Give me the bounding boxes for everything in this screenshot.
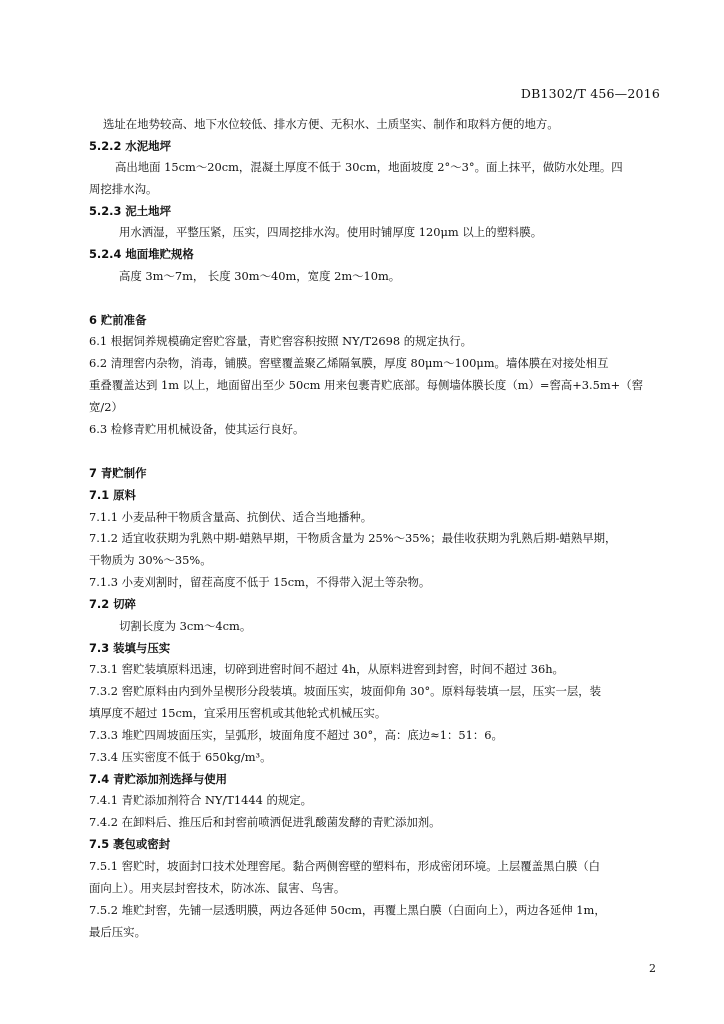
paragraph-line: 高出地面 15cm～20cm，混凝土厚度不低于 30cm，地面坡度 2°～3°。面上抹平，做防水处理。四 (115, 160, 623, 174)
section-heading: 7.3 装填与压实 (89, 641, 171, 655)
paragraph-line: 面向上）。用夹层封窖技术，防冰冻、鼠害、鸟害。 (89, 881, 346, 895)
section-heading: 5.2.2 水泥地坪 (89, 139, 171, 153)
section-heading: 5.2.4 地面堆贮规格 (89, 247, 194, 261)
paragraph-line: 7.1.2 适宜收获期为乳熟中期-蜡熟早期，干物质含量为 25%～35%；最佳收获期为乳熟后期-蜡熟早期， (89, 531, 617, 545)
paragraph-line: 7.1.1 小麦品种干物质含量高、抗倒伏、适合当地播种。 (89, 510, 373, 524)
paragraph-line: 6.3 检修青贮用机械设备，使其运行良好。 (89, 422, 305, 436)
paragraph-line: 7.4.1 青贮添加剂符合 NY/T1444 的规定。 (89, 793, 313, 807)
paragraph-line: 6.2 清理窖内杂物，消毒，铺膜。窖壁覆盖聚乙烯隔氧膜，厚度 80μm～100μm。墙体膜在对接处相互 (89, 356, 609, 370)
section-heading: 7.2 切碎 (89, 597, 136, 611)
section-heading: 7.5 裹包或密封 (89, 837, 171, 851)
paragraph-line: 7.4.2 在卸料后、推压后和封窖前喷洒促进乳酸菌发酵的青贮添加剂。 (89, 815, 441, 829)
section-heading: 7.4 青贮添加剂选择与使用 (89, 772, 228, 786)
paragraph-line: 7.5.2 堆贮封窖，先铺一层透明膜，两边各延伸 50cm，再覆上黑白膜（白面向上），两边各延伸 1m， (89, 903, 606, 917)
section-heading: 7.1 原料 (89, 488, 136, 502)
standard-code: DB1302/T 456—2016 (520, 86, 660, 101)
paragraph-line: 7.3.1 窖贮装填原料迅速，切碎到进窖时间不超过 4h，从原料进窖到封窖，时间不超过 36h。 (89, 662, 564, 676)
paragraph-line: 高度 3m～7m， 长度 30m～40m，宽度 2m～10m。 (119, 269, 401, 283)
paragraph-line: 选址在地势较高、地下水位较低、排水方便、无积水、土质坚实、制作和取料方便的地方。 (103, 117, 559, 131)
chapter-heading: 6 贮前准备 (89, 313, 147, 327)
page-number: 2 (649, 962, 656, 975)
paragraph-line: 7.1.3 小麦刈割时，留茬高度不低于 15cm，不得带入泥土等杂物。 (89, 575, 431, 589)
paragraph-line: 7.3.4 压实密度不低于 650kg/m³。 (89, 750, 272, 764)
chapter-heading: 7 青贮制作 (89, 466, 147, 480)
paragraph-line: 7.5.1 窖贮时，坡面封口技术处理窖尾。黏合两侧窖壁的塑料布，形成密闭环境。上层覆盖黑白膜（白 (89, 859, 601, 873)
paragraph-line: 6.1 根据饲养规模确定窖贮容量，青贮窖容积按照 NY/T2698 的规定执行。 (89, 334, 473, 348)
paragraph-line: 干物质为 30%～35%。 (89, 553, 212, 567)
paragraph-line: 周挖排水沟。 (89, 182, 158, 196)
paragraph-line: 7.3.2 窖贮原料由内到外呈楔形分段装填。坡面压实，坡面仰角 30°。原料每装填一层，压实一层，装 (89, 684, 602, 698)
paragraph-line: 切割长度为 3cm～4cm。 (119, 619, 252, 633)
paragraph-line: 7.3.3 堆贮四周坡面压实，呈弧形，坡面角度不超过 30°，高：底边≈1：51：6。 (89, 728, 503, 742)
paragraph-line: 用水洒湿，平整压紧，压实，四周挖排水沟。使用时铺厚度 120μm 以上的塑料膜。 (119, 225, 543, 239)
section-heading: 5.2.3 泥土地坪 (89, 204, 171, 218)
paragraph-line: 最后压实。 (89, 925, 146, 939)
paragraph-line: 填厚度不超过 15cm，宜采用压窖机或其他轮式机械压实。 (89, 706, 387, 720)
paragraph-line: 重叠覆盖达到 1m 以上，地面留出至少 50cm 用来包裹青贮底部。每侧墙体膜长度（m）=窖高+3.5m+（窖 (89, 378, 644, 392)
paragraph-line: 宽/2） (89, 400, 123, 414)
